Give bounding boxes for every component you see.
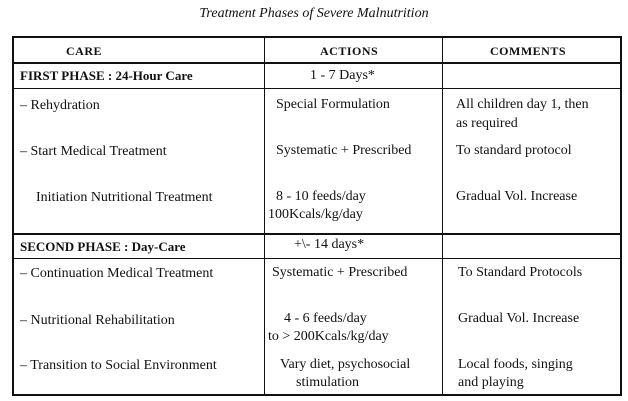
action-item: Systematic + Prescribed bbox=[276, 143, 412, 158]
action-item: Special Formulation bbox=[276, 97, 390, 112]
section-divider bbox=[14, 233, 620, 235]
header-care: CARE bbox=[66, 44, 103, 58]
column-divider bbox=[442, 38, 443, 394]
action-item: 4 - 6 feeds/day bbox=[284, 311, 367, 326]
comment-item: All children day 1, then bbox=[456, 97, 589, 112]
header-actions: ACTIONS bbox=[320, 44, 379, 58]
care-item: – Rehydration bbox=[20, 98, 100, 113]
comment-item: as required bbox=[456, 116, 518, 131]
action-item: 100Kcals/kg/day bbox=[268, 207, 363, 222]
header-divider bbox=[14, 62, 620, 64]
row-divider bbox=[14, 258, 620, 259]
care-item: – Nutritional Rehabilitation bbox=[20, 313, 175, 328]
comment-item: To standard protocol bbox=[456, 143, 572, 158]
phase-two-duration: +\- 14 days* bbox=[294, 237, 365, 252]
care-item: Initiation Nutritional Treatment bbox=[36, 190, 213, 205]
comment-item: Gradual Vol. Increase bbox=[458, 311, 580, 326]
document-title: Treatment Phases of Severe Malnutrition bbox=[199, 6, 429, 21]
care-item: – Start Medical Treatment bbox=[20, 144, 167, 159]
phase-two-label: SECOND PHASE : Day-Care bbox=[20, 239, 186, 254]
row-divider bbox=[14, 88, 620, 89]
action-item: Systematic + Prescribed bbox=[272, 265, 408, 280]
comment-item: To Standard Protocols bbox=[458, 265, 583, 280]
header-comments: COMMENTS bbox=[490, 44, 566, 58]
phase-one-label: FIRST PHASE : 24-Hour Care bbox=[20, 68, 193, 83]
column-divider bbox=[264, 38, 265, 394]
treatment-table bbox=[12, 36, 622, 396]
care-item: – Continuation Medical Treatment bbox=[20, 266, 214, 281]
phase-one-duration: 1 - 7 Days* bbox=[310, 68, 375, 83]
care-item: – Transition to Social Environment bbox=[20, 358, 217, 373]
action-item: to > 200Kcals/kg/day bbox=[268, 329, 389, 344]
action-item: Vary diet, psychosocial bbox=[280, 357, 411, 372]
comment-item: and playing bbox=[458, 375, 524, 390]
action-item: 8 - 10 feeds/day bbox=[276, 189, 366, 204]
action-item: stimulation bbox=[296, 375, 359, 390]
comment-item: Gradual Vol. Increase bbox=[456, 189, 578, 204]
comment-item: Local foods, singing bbox=[458, 357, 573, 372]
